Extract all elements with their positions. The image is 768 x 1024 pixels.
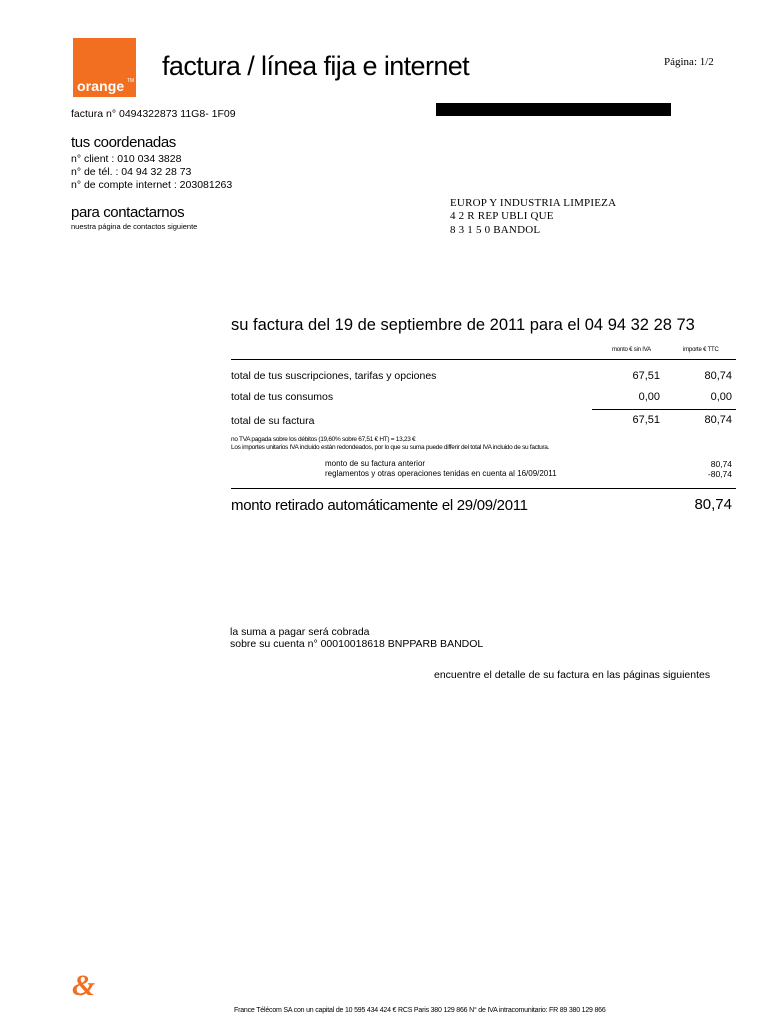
- logo-trademark: TM: [127, 78, 135, 84]
- payment-account-line: sobre su cuenta n° 00010018618 BNPPARB BANDOL: [230, 638, 484, 650]
- payments-label: reglamentos y otras operaciones tenidas en cuenta al 16/09/2011: [325, 469, 557, 478]
- row-subscriptions-label: total de tus suscripciones, tarifas y opciones: [231, 370, 437, 382]
- client-number: n° client : 010 034 3828: [71, 153, 182, 165]
- contact-title: para contactarnos: [71, 204, 185, 221]
- row-consumption-ttc: 0,00: [710, 391, 732, 403]
- row-consumption-label: total de tus consumos: [231, 391, 334, 403]
- vat-note: no TVA pagada sobre los débitos (19,60% sobre 67,51 € HT) = 13,23 €: [231, 436, 416, 443]
- row-consumption-ht: 0,00: [638, 391, 660, 403]
- phone-number: n° de tél. : 04 94 32 28 73: [71, 166, 192, 178]
- ampersand-logo: &: [72, 969, 96, 1002]
- summary-title: su factura del 19 de septiembre de 2011 para el 04 94 32 28 73: [231, 316, 695, 334]
- row-total-ht: 67,51: [632, 414, 660, 426]
- address-line-2: 4 2 R REP UBLI QUE: [450, 210, 554, 222]
- withdrawn-divider: [231, 488, 736, 489]
- previous-invoice-value: 80,74: [710, 459, 732, 469]
- orange-logo: [73, 38, 136, 97]
- page-number: Página: 1/2: [664, 56, 714, 68]
- column-header-ht: monto € sin IVA: [612, 347, 651, 353]
- invoice-number: factura n° 0494322873 11G8- 1F09: [71, 108, 236, 120]
- row-subscriptions-ht: 67,51: [632, 370, 660, 382]
- row-subscriptions-ttc: 80,74: [704, 370, 732, 382]
- detail-note: encuentre el detalle de su factura en las páginas siguientes: [434, 669, 711, 681]
- withdrawn-value: 80,74: [694, 496, 732, 513]
- address-line-3: 8 3 1 5 0 BANDOL: [450, 224, 541, 236]
- row-total-label: total de su factura: [231, 415, 315, 427]
- previous-invoice-label: monto de su factura anterior: [325, 459, 426, 468]
- logo-text: orange: [77, 78, 125, 94]
- footer-legal-text: France Télécom SA con un capital de 10 595 434 424 € RCS Paris 380 129 866 N° de IVA intracomunitario: FR 89 380 129 866: [234, 1007, 606, 1014]
- redaction-bar: [436, 103, 671, 116]
- address-line-1: EUROP Y INDUSTRIA LIMPIEZA: [450, 197, 617, 209]
- payment-line-1: la suma a pagar será cobrada: [230, 626, 370, 638]
- document-title: factura / línea fija e internet: [162, 51, 470, 81]
- payments-value: -80,74: [707, 469, 732, 479]
- table-top-divider: [231, 359, 736, 360]
- internet-account-number: n° de compte internet : 203081263: [71, 179, 233, 191]
- row-total-ttc: 80,74: [704, 414, 732, 426]
- coordinates-title: tus coordenadas: [71, 134, 176, 151]
- column-header-ttc: importe € TTC: [683, 347, 719, 353]
- rounding-note: Los importes unitarios IVA incluido están redondeados, por lo que su suma puede differir del total IVA incluido de su factura.: [231, 444, 550, 451]
- total-divider: [592, 409, 736, 410]
- contact-subtitle: nuestra página de contactos siguiente: [71, 222, 198, 231]
- withdrawn-label: monto retirado automáticamente el 29/09/2011: [231, 497, 528, 514]
